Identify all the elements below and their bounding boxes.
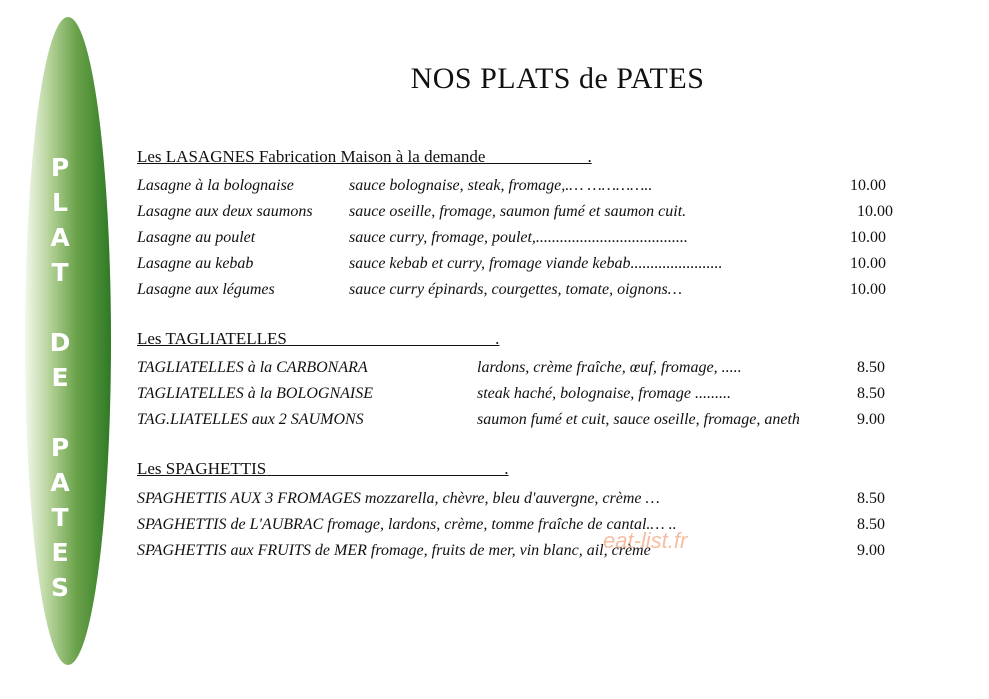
dish-name: Lasagne à la bolognaise xyxy=(137,177,294,194)
dish-price: 9.00 xyxy=(857,411,885,428)
dish-price: 10.00 xyxy=(850,229,886,246)
dish-line: SPAGHETTIS aux FRUITS de MER fromage, fruits de mer, vin blanc, ail, crème xyxy=(137,542,651,559)
dish-price: 10.00 xyxy=(850,255,886,272)
sidebar-letter xyxy=(25,290,95,325)
dish-name: Lasagne aux deux saumons xyxy=(137,203,313,220)
dish-description: saumon fumé et cuit, sauce oseille, fromage, aneth xyxy=(477,411,800,428)
sidebar-letter: T xyxy=(51,503,69,532)
dish-name: Lasagne au poulet xyxy=(137,229,256,246)
sidebar-letter: E xyxy=(51,363,69,392)
dish-name: TAG.LIATELLES aux 2 SAUMONS xyxy=(137,411,364,428)
section-heading-tagliatelles xyxy=(137,329,499,349)
watermark: eat-list.fr xyxy=(603,528,688,553)
dish-price: 10.00 xyxy=(850,177,886,194)
dish-description: sauce curry épinards, courgettes, tomate, oignons… xyxy=(349,281,682,298)
section-heading-text: Les LASAGNES Fabrication Maison à la demande xyxy=(137,147,486,166)
sidebar-letter: A xyxy=(50,223,70,252)
dish-name: Lasagne au kebab xyxy=(137,255,254,272)
section-heading-lasagnes xyxy=(137,147,592,167)
dish-price: 8.50 xyxy=(857,516,885,533)
dish-line: SPAGHETTIS AUX 3 FROMAGES mozzarella, chèvre, bleu d'auvergne, crème … xyxy=(137,490,660,507)
page-title: NOS PLATS de PATES xyxy=(410,62,705,95)
sidebar-letter xyxy=(25,395,95,430)
dish-description: sauce kebab et curry, fromage viande kebab....................... xyxy=(349,255,723,272)
section-heading-text: Les TAGLIATELLES xyxy=(137,329,287,348)
section-heading-spaghettis xyxy=(137,459,509,479)
dish-description: steak haché, bolognaise, fromage ......... xyxy=(477,385,732,402)
sidebar-letter: A xyxy=(50,468,70,497)
sidebar-letter: S xyxy=(50,573,69,602)
sidebar-letter: P xyxy=(50,153,70,182)
dish-name: Lasagne aux légumes xyxy=(137,281,275,298)
dish-price: 10.00 xyxy=(850,281,886,298)
dish-price: 10.00 xyxy=(857,203,893,220)
dish-description: sauce curry, fromage, poulet,...................................... xyxy=(349,229,688,246)
sidebar-letter: L xyxy=(52,188,68,217)
dish-price: 8.50 xyxy=(857,385,885,402)
dish-name: TAGLIATELLES à la CARBONARA xyxy=(137,359,368,376)
section-heading-tail: . xyxy=(286,329,500,348)
dish-line: SPAGHETTIS de L'AUBRAC fromage, lardons, crème, tomme fraîche de cantal.… .. xyxy=(137,516,677,533)
dish-description: sauce oseille, fromage, saumon fumé et saumon cuit. xyxy=(349,203,687,220)
sidebar-letter: D xyxy=(49,328,71,357)
dish-price: 9.00 xyxy=(857,542,885,559)
dish-description: lardons, crème fraîche, œuf, fromage, ..... xyxy=(477,359,742,376)
sidebar-letter: P xyxy=(50,433,70,462)
dish-price: 8.50 xyxy=(857,359,885,376)
sidebar-vertical-title xyxy=(25,150,95,605)
section-heading-tail: . xyxy=(266,459,509,478)
sidebar-letter: T xyxy=(51,258,69,287)
section-heading-tail: . xyxy=(485,147,592,166)
dish-name: TAGLIATELLES à la BOLOGNAISE xyxy=(137,385,374,402)
dish-description: sauce bolognaise, steak, fromage,.… ………….. xyxy=(349,177,653,194)
dish-price: 8.50 xyxy=(857,490,885,507)
sidebar-letter: E xyxy=(51,538,69,567)
section-heading-text: Les SPAGHETTIS xyxy=(137,459,267,478)
